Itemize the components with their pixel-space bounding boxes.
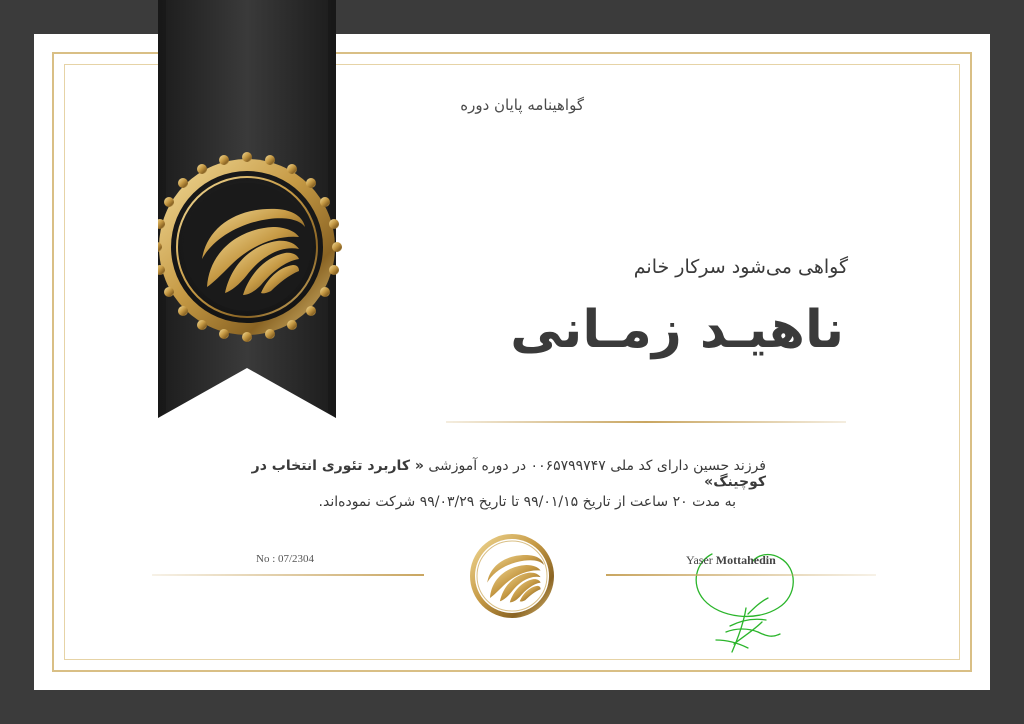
intro-text: گواهی می‌شود سرکار خانم	[633, 256, 848, 278]
number-underline	[152, 574, 424, 576]
signer-first-name: Yaser	[686, 553, 713, 567]
signature-underline	[606, 574, 876, 576]
signer-last-name: Mottahedin	[715, 553, 776, 567]
recipient-name: ناهیـد زمـانی	[510, 300, 844, 360]
course-title: « کاربرد تئوری انتخاب در کوچینگ»	[251, 458, 766, 490]
body-line1-text: فرزند حسین دارای کد ملی ۰۰۶۵۷۹۹۷۴۷ در دوره آموزشی	[428, 458, 766, 474]
small-logo-icon	[468, 532, 556, 620]
certificate-number: No : 07/2304	[256, 553, 315, 565]
certificate-body-line2: به مدت ۲۰ ساعت از تاریخ ۹۹/۰۱/۱۵ تا تاریخ ۹۹/۰۳/۲۹ شرکت نموده‌اند.	[318, 494, 736, 510]
ribbon-seal-icon	[158, 0, 408, 420]
name-divider	[446, 421, 846, 423]
signer-name	[686, 553, 776, 568]
certificate-body-line1	[206, 458, 766, 490]
certificate-heading: گواهینامه پایان دوره	[460, 96, 584, 114]
